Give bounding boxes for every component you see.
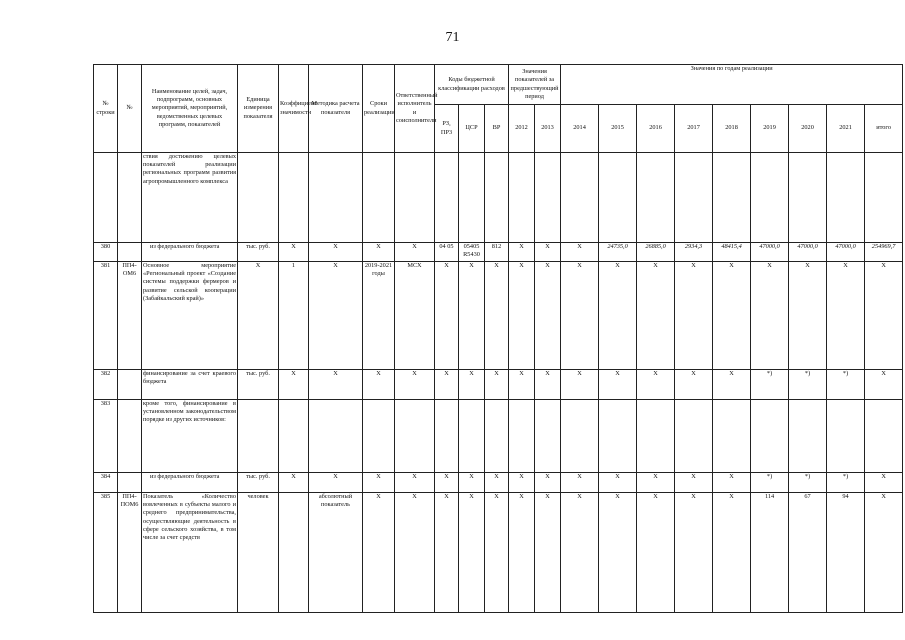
header-total: итого (865, 105, 903, 153)
row-name: финансирование за счет краевого бюджета (142, 370, 238, 400)
header-years-title: Значения по годам реализации (561, 65, 903, 105)
header-num: № (118, 65, 142, 153)
header-term: Сроки реализации (363, 65, 395, 153)
row-name: из федерального бюджета (142, 243, 238, 262)
table-row: 384 из федерального бюджета тыс. руб. X X X X X X X X X X X X X X *) *) *) X (94, 473, 903, 493)
header-csr: ЦСР (459, 105, 485, 153)
row-number: 384 (94, 473, 118, 493)
header-vr: ВР (485, 105, 509, 153)
row-name: из федерального бюджета (142, 473, 238, 493)
header-year: 2018 (713, 105, 751, 153)
table-row: 381 ПП4-ОМ6 Основное мероприятие «Региональный проект «Создание системы поддержки фермеров и развитие сельской кооперации (Забайкальский край)» X 1 X 2019-2021 годы МСХ X X X X X X X X X X X X X X (94, 262, 903, 370)
row-number: 381 (94, 262, 118, 370)
header-year: 2021 (827, 105, 865, 153)
table-row: 382 финансирование за счет краевого бюджета тыс. руб. X X X X X X X X X X X X X X *) *) *) X (94, 370, 903, 400)
header-2012: 2012 (509, 105, 535, 153)
table-row: 385 ПП4-ПОМ6 Показатель «Количество вовлеченных в субъекты малого и среднего предпринимательства, осуществляющие деятельность в сфере сельского хозяйства, в том числе за счет средств человек абсолютный показатель X X X X X X X X X X X X 114 67 94 X (94, 493, 903, 613)
header-unit: Единица измерения показателя (238, 65, 279, 153)
header-year: 2014 (561, 105, 599, 153)
header-year: 2020 (789, 105, 827, 153)
header-name: Наименование целей, задач, подпрограмм, основных мероприятий, мероприятий, ведомственных целевых программ, показателей (142, 65, 238, 153)
header-year: 2015 (599, 105, 637, 153)
row-number: 383 (94, 400, 118, 473)
header-year: 2019 (751, 105, 789, 153)
header-prev: Значения показателей за предшествующий период (509, 65, 561, 105)
page-number: 71 (445, 30, 460, 45)
row-number: 385 (94, 493, 118, 613)
row-name: Основное мероприятие «Региональный проект «Создание системы поддержки фермеров и развитие сельской кооперации (Забайкальский край)» (142, 262, 238, 370)
header-row-num: № строки (94, 65, 118, 153)
header-resp: Ответственный исполнитель и соисполнители (395, 65, 435, 153)
header-method: Методика расчета показателя (309, 65, 363, 153)
header-year: 2017 (675, 105, 713, 153)
header-coef: Коэффициент значимости (279, 65, 309, 153)
row-code: ПП4-ПОМ6 (118, 493, 142, 613)
row-number: 380 (94, 243, 118, 262)
row-name: кроме того, финансирование в установленном законодательством порядке из других источников: (142, 400, 238, 473)
header-2013: 2013 (535, 105, 561, 153)
table-row: 380 из федерального бюджета тыс. руб. X X X X 04 05 05405 R5430 812 X X X 24735,0 26885,0 2934,3 48415,4 47000,0 47000,0 47000,0 254969,7 (94, 243, 903, 262)
row-name: Показатель «Количество вовлеченных в субъекты малого и среднего предпринимательства, осуществляющие деятельность в сфере сельского хозяйства, в том числе за счет средств (142, 493, 238, 613)
row-name: ствия достижению целевых показателей реализации региональных программ развития агропромышленного комплекса (142, 153, 238, 243)
row-code: ПП4-ОМ6 (118, 262, 142, 370)
header-year: 2016 (637, 105, 675, 153)
indicators-table (93, 64, 903, 613)
table-row (94, 153, 903, 243)
table-row (94, 400, 903, 473)
header-budget-codes: Коды бюджетной классификации расходов (435, 65, 509, 105)
row-number: 382 (94, 370, 118, 400)
header-rz: РЗ, ПР3 (435, 105, 459, 153)
